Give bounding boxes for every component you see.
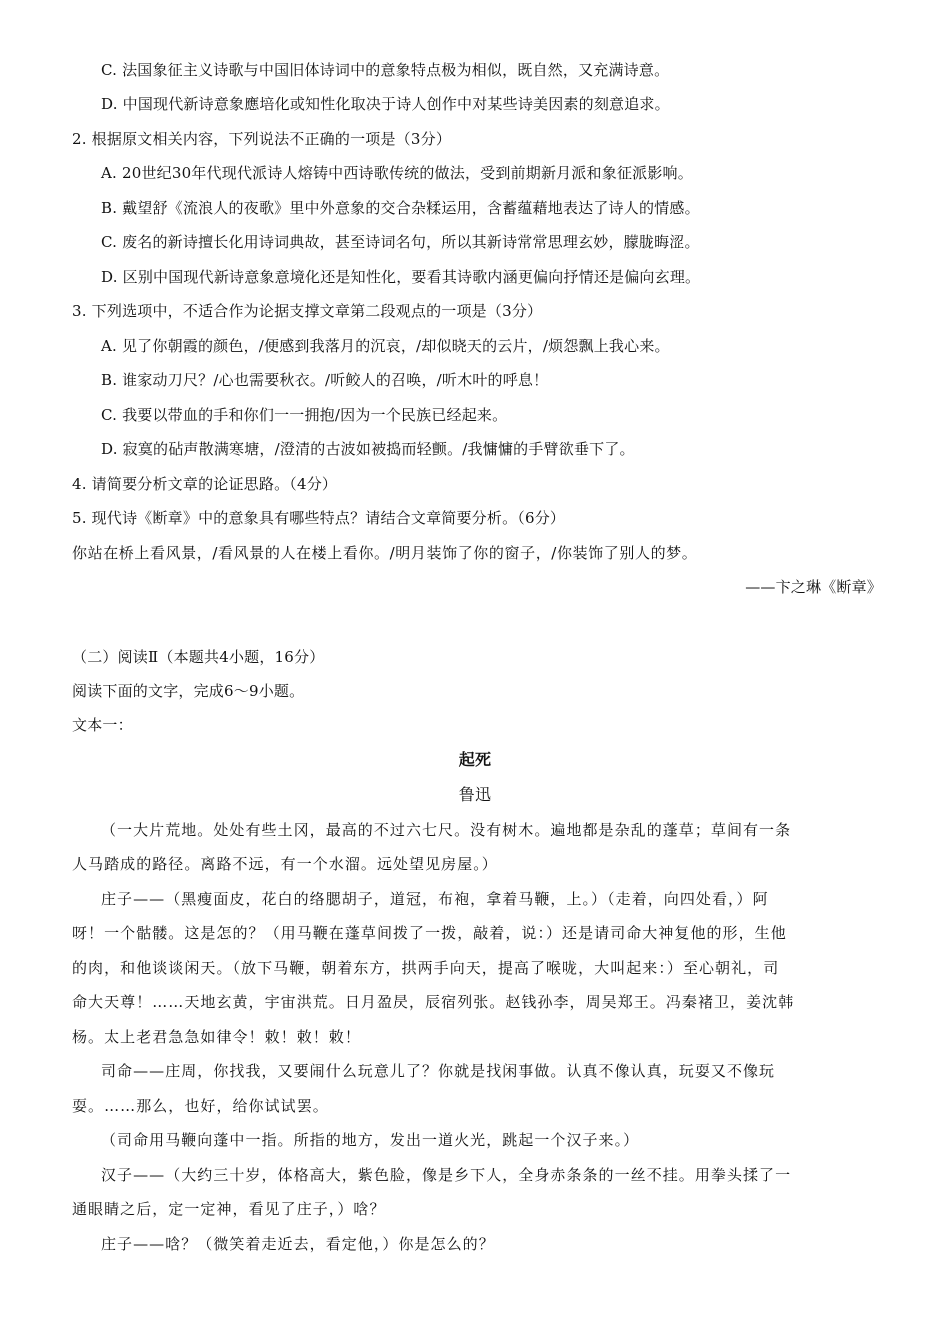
stage-direction-line: （司命用马鞭向蓬中一指。所指的地方，发出一道火光，跳起一个汉子来。） bbox=[101, 1131, 640, 1149]
q5-stem: 5. 现代诗《断章》中的意象具有哪些特点？请结合文章简要分析。（6分） bbox=[72, 509, 566, 527]
q4-stem: 4. 请简要分析文章的论证思路。（4分） bbox=[72, 475, 338, 493]
section-heading: （二）阅读Ⅱ（本题共4小题，16分） bbox=[72, 648, 325, 666]
stage-direction-line: （一大片荒地。处处有些土冈，最高的不过六七尺。没有树木。遍地都是杂乱的蓬草；草间有一条 bbox=[101, 821, 792, 839]
dialogue-line: 庄子——（黑瘦面皮，花白的络腮胡子，道冠，布袍，拿着马鞭，上。）（走着，向四处看，）阿 bbox=[101, 890, 769, 908]
q3-stem: 3. 下列选项中，不适合作为论据支撑文章第二段观点的一项是（3分） bbox=[72, 302, 543, 320]
poem-text: 你站在桥上看风景，/看风景的人在楼上看你。/明月装饰了你的窗子，/你装饰了别人的梦。 bbox=[72, 544, 698, 562]
q3-option-c: C. 我要以带血的手和你们一一拥抱/因为一个民族已经起来。 bbox=[101, 406, 508, 424]
play-author: 鲁迅 bbox=[458, 785, 492, 804]
dialogue-line: 杨。太上老君急急如律令！敕！敕！敕！ bbox=[72, 1028, 361, 1046]
dialogue-line: 呀！一个骷髅。这是怎的？（用马鞭在蓬草间拨了一拨，敲着，说：）还是请司命大神复他的形，生他 bbox=[72, 924, 787, 942]
dialogue-line: 通眼睛之后，定一定神，看见了庄子，）唅？ bbox=[72, 1200, 386, 1218]
dialogue-line: 的肉，和他谈谈闲天。（放下马鞭，朝着东方，拱两手向天，提高了喉咙，大叫起来：）至心朝礼，司 bbox=[72, 959, 780, 977]
q1-option-d: D. 中国现代新诗意象應培化或知性化取决于诗人创作中对某些诗美因素的刻意追求。 bbox=[101, 95, 670, 113]
play-title: 起死 bbox=[458, 750, 492, 769]
q2-option-d: D. 区别中国现代新诗意象意境化还是知性化，要看其诗歌内涵更偏向抒情还是偏向玄理。 bbox=[101, 268, 701, 286]
q3-option-b: B. 谁家动刀尺？/心也需要秋衣。/听鲛人的召唤，/听木叶的呼息！ bbox=[101, 371, 549, 389]
dialogue-line: 汉子——（大约三十岁，体格高大，紫色脸，像是乡下人，全身赤条条的一丝不挂。用拳头揉了一 bbox=[101, 1166, 792, 1184]
dialogue-line: 耍。……那么，也好，给你试试罢。 bbox=[72, 1097, 329, 1115]
section-instruction: 阅读下面的文字，完成6～9小题。 bbox=[72, 682, 305, 700]
dialogue-line: 命大天尊！……天地玄黄，宇宙洪荒。日月盈昃，辰宿列张。赵钱孙李，周吴郑王。冯秦褚卫，姜沈韩 bbox=[72, 993, 795, 1011]
poem-attribution: ——卞之琳《断章》 bbox=[745, 578, 882, 596]
q2-option-b: B. 戴望舒《流浪人的夜歌》里中外意象的交合杂糅运用，含蓄蕴藉地表达了诗人的情感。 bbox=[101, 199, 700, 217]
q3-option-d: D. 寂寞的砧声散满寒塘，/澄清的古波如被捣而轻颤。/我慵慵的手臂欲垂下了。 bbox=[101, 440, 635, 458]
dialogue-line: 庄子——唅？（微笑着走近去，看定他，）你是怎么的？ bbox=[101, 1235, 495, 1253]
q2-option-a: A. 20世纪30年代现代派诗人熔铸中西诗歌传统的做法，受到前期新月派和象征派影响。 bbox=[101, 164, 693, 182]
q2-option-c: C. 废名的新诗擅长化用诗词典故，甚至诗词名句，所以其新诗常常思理玄妙，朦胧晦涩。 bbox=[101, 233, 700, 251]
q3-option-a: A. 见了你朝霞的颜色，/便感到我落月的沉哀，/却似晓天的云片，/烦怨飘上我心来。 bbox=[101, 337, 670, 355]
text-label: 文本一： bbox=[72, 716, 133, 734]
dialogue-line: 司命——庄周，你找我，又要闹什么玩意儿了？你就是找闲事做。认真不像认真，玩耍又不像玩 bbox=[101, 1062, 776, 1080]
stage-direction-line: 人马踏成的路径。离路不远，有一个水溜。远处望见房屋。） bbox=[72, 855, 498, 873]
q1-option-c: C. 法国象征主义诗歌与中国旧体诗词中的意象特点极为相似，既自然，又充满诗意。 bbox=[101, 61, 670, 79]
q2-stem: 2. 根据原文相关内容，下列说法不正确的一项是（3分） bbox=[72, 130, 452, 148]
